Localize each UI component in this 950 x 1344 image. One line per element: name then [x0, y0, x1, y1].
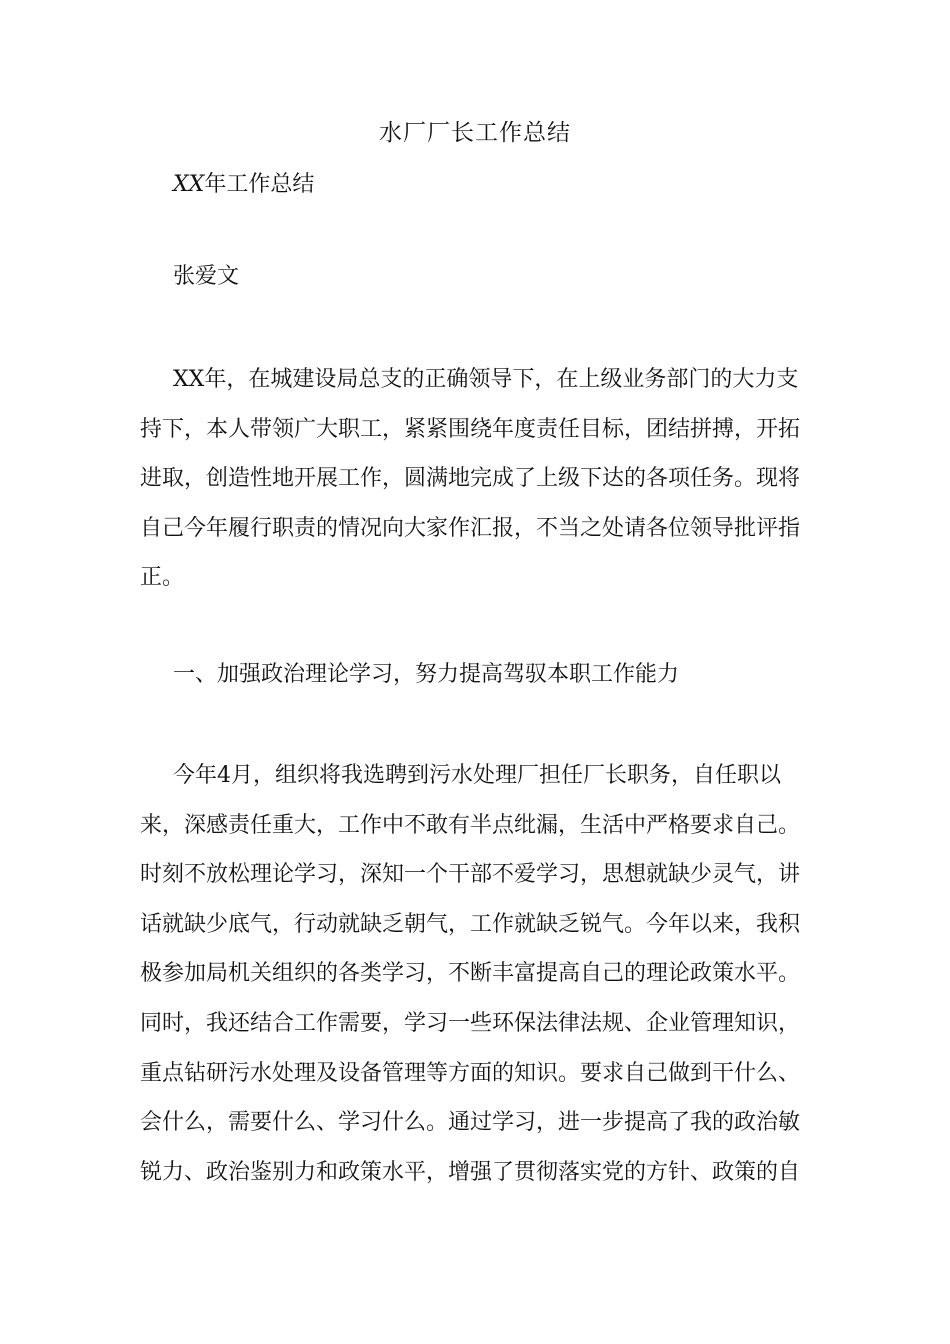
body-line: 来，深感责任重大，工作中不敢有半点纰漏，生活中严格要求自己。 — [140, 812, 801, 838]
intro-line: XX年，在城建设局总支的正确领导下，在上级业务部门的大力支 — [173, 367, 799, 392]
document-author: 张爱文 — [173, 264, 240, 289]
document-title: 水厂厂长工作总结 — [379, 120, 571, 146]
subtitle-text: 年工作总结 — [204, 172, 315, 197]
body-line: 今年4月，组织将我选聘到污水处理厂担任厂长职务，自任职以 — [173, 763, 781, 788]
section-heading: 一、加强政治理论学习，努力提高驾驭本职工作能力 — [173, 662, 680, 687]
intro-line: 进取，创造性地开展工作，圆满地完成了上级下达的各项任务。现将 — [140, 466, 801, 492]
body-line: 极参加局机关组织的各类学习，不断丰富提高自己的理论政策水平。 — [140, 961, 801, 987]
body-line: 会什么，需要什么、学习什么。通过学习，进一步提高了我的政治敏 — [140, 1110, 801, 1136]
intro-line: 正。 — [140, 565, 185, 591]
body-paragraph — [140, 751, 812, 1197]
body-line: 锐力、政治鉴别力和政策水平，增强了贯彻落实党的方针、政策的自 — [140, 1159, 801, 1185]
body-line: 时刻不放松理论学习，深知一个干部不爱学习，思想就缺少灵气，讲 — [140, 862, 801, 888]
body-line: 重点钻研污水处理及设备管理等方面的知识。要求自己做到干什么、 — [140, 1060, 801, 1086]
document-subtitle — [173, 168, 314, 202]
intro-line: 持下，本人带领广大职工，紧紧围绕年度责任目标，团结拼搏，开拓 — [140, 416, 801, 442]
intro-line: 自己今年履行职责的情况向大家作汇报，不当之处请各位领导批评指 — [140, 515, 801, 541]
body-line: 话就缺少底气，行动就缺乏朝气，工作就缺乏锐气。今年以来，我积 — [140, 911, 801, 937]
subtitle-year-placeholder: XX — [173, 172, 205, 197]
body-line: 同时，我还结合工作需要，学习一些环保法律法规、企业管理知识， — [140, 1010, 801, 1036]
intro-paragraph — [140, 355, 812, 603]
